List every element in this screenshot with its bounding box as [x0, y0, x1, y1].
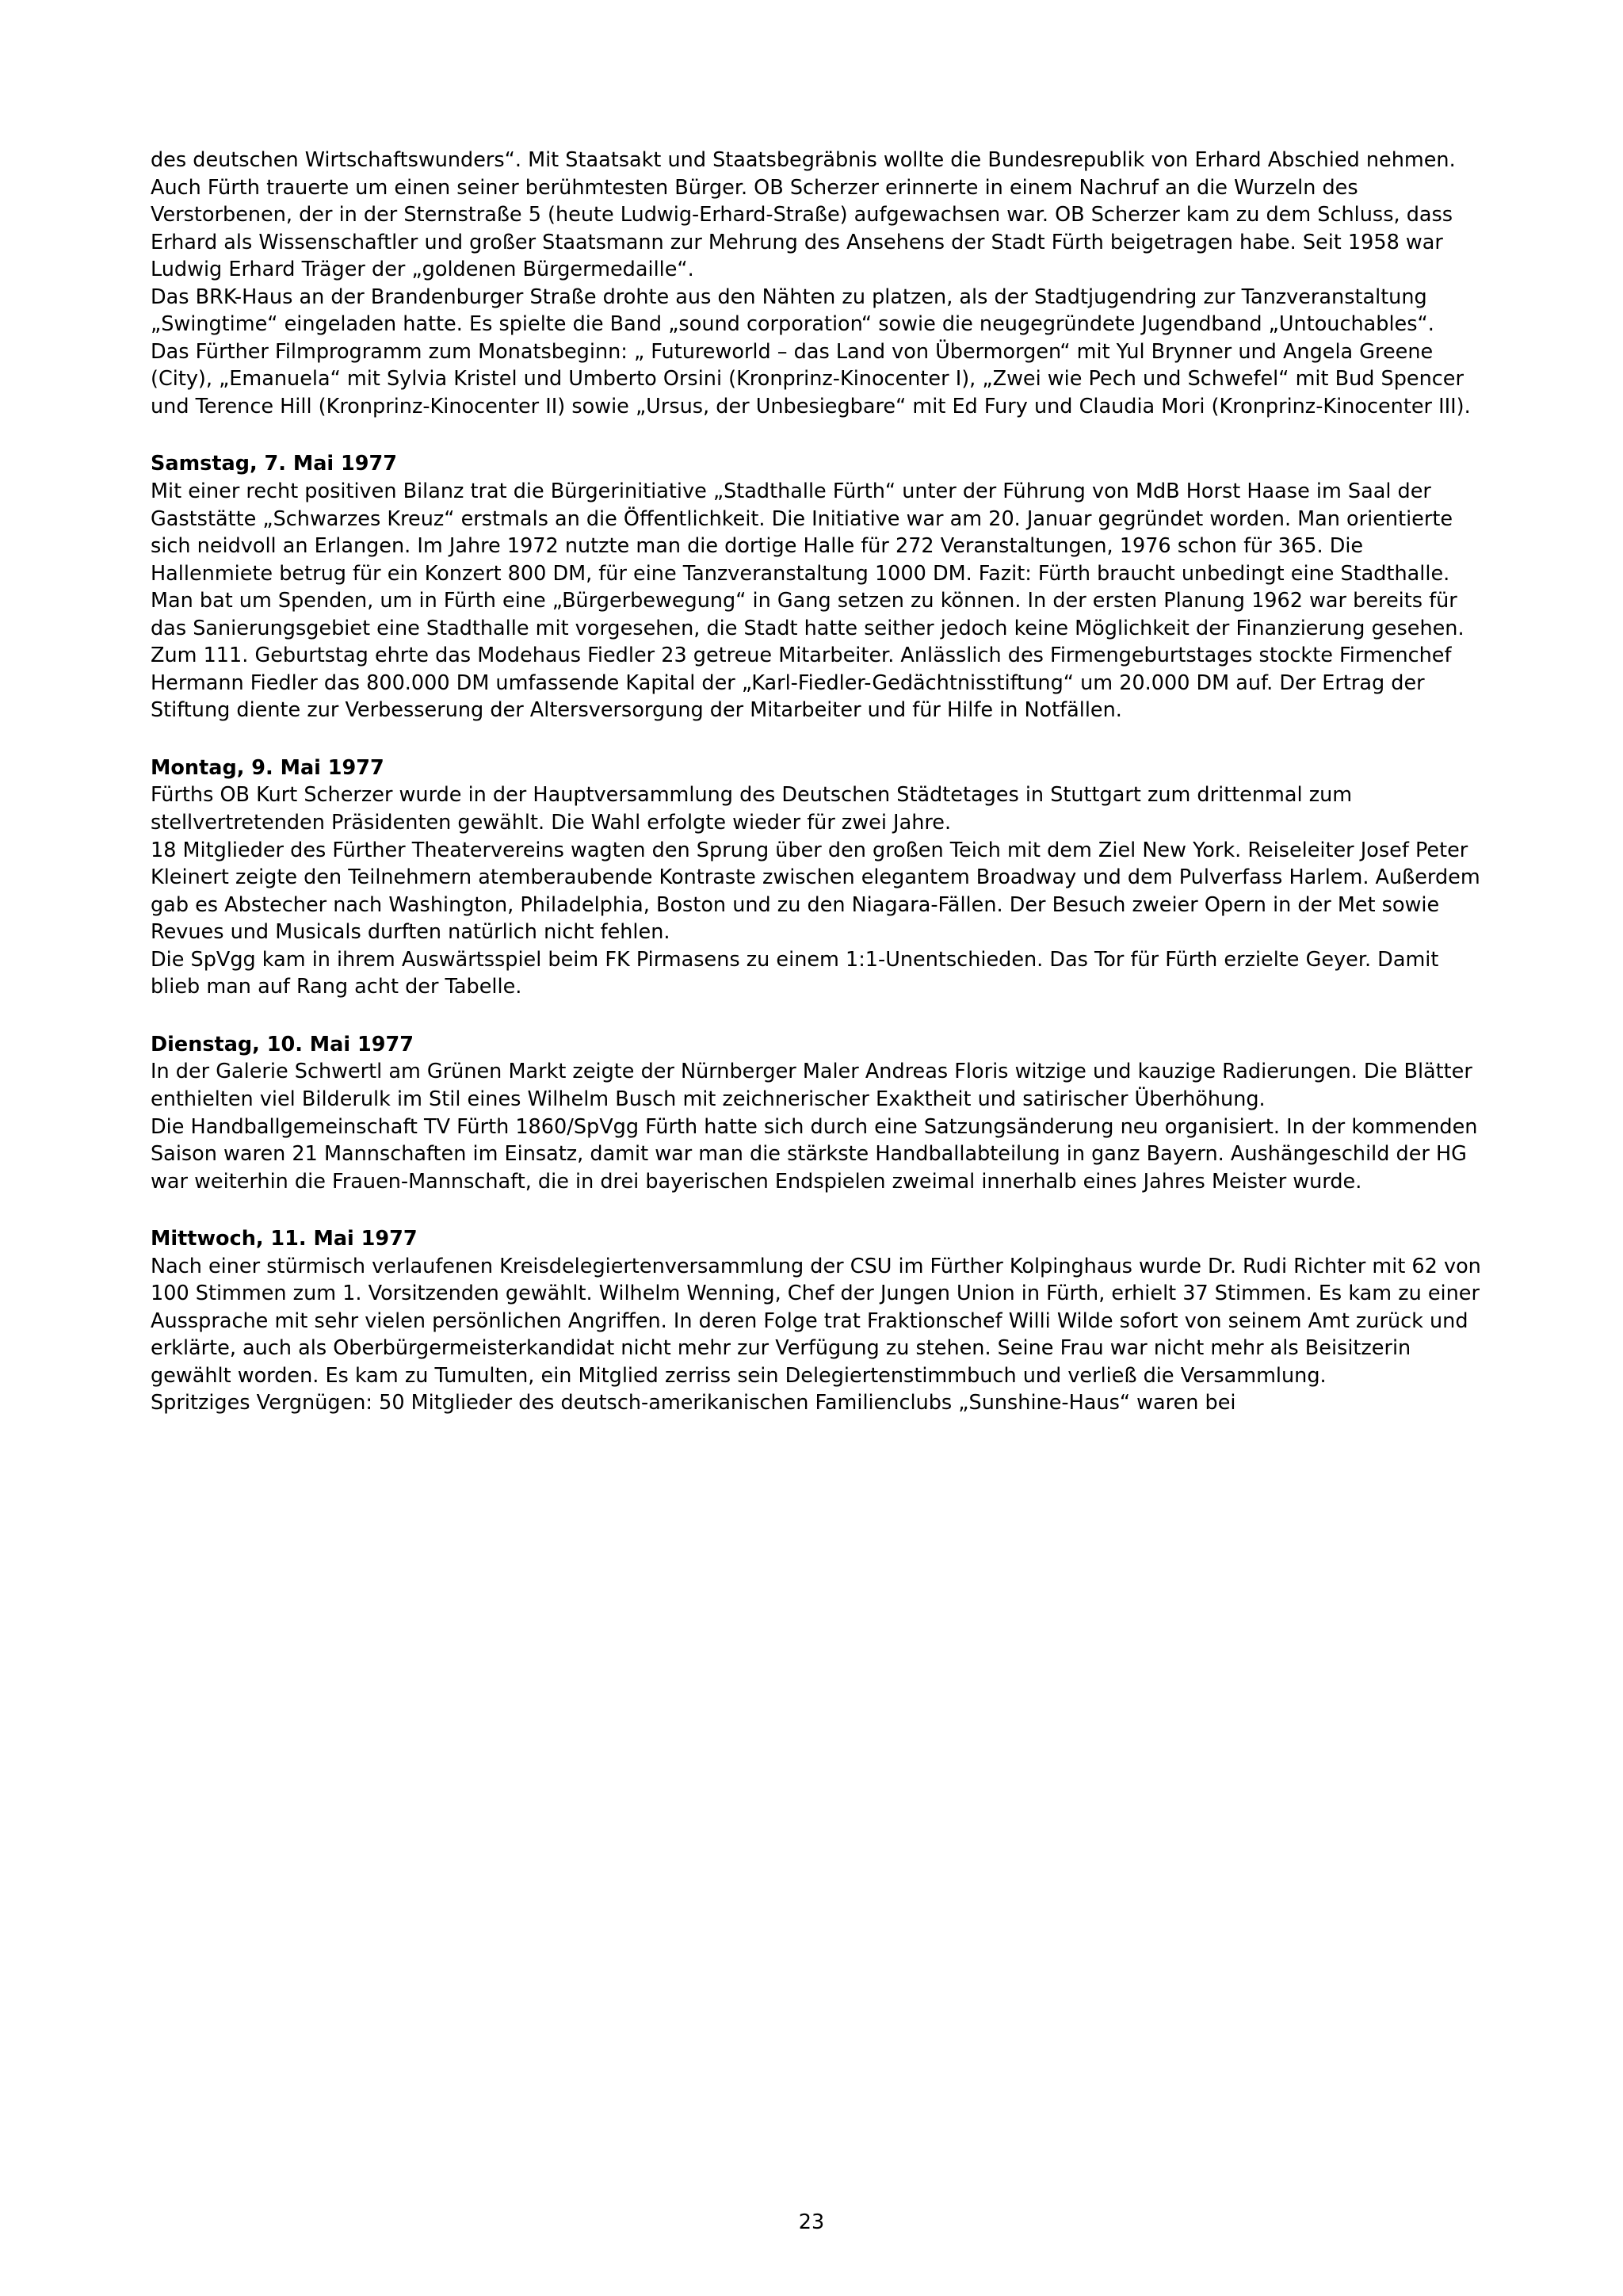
paragraph-spvgg-pirmasens: Die SpVgg kam in ihrem Auswärtsspiel beim FK Pirmasens zu einem 1:1-Unentschieden. Das Tor für Fürth erzielte Geyer. Damit blieb man auf Rang acht der Tabelle. — [151, 947, 1439, 999]
paragraph-brk-haus: Das BRK-Haus an der Brandenburger Straße drohte aus den Nähten zu platzen, als der Stadtjugendring zur Tanzveranstaltung „Swingtime“ eingeladen hatte. Es spielte die Band „sound corporation“ sowie die neugegründete Jugendband „Untouchables“. — [151, 285, 1434, 337]
paragraph-fuerth-trauerte: Auch Fürth trauerte um einen seiner berühmtesten Bürger. OB Scherzer erinnerte in einem Nachruf an die Wurzeln des Verstorbenen, der in der Sternstraße 5 (heute Ludwig-Erhard-Straße) aufgewachsen war. OB Scherzer kam zu dem Schluss, dass Erhard als Wissenschaftler und großer Staatsmann zur Mehrung des Ansehens der Stadt Fürth beigetragen habe. Seit 1958 war Ludwig Erhard Träger der „goldenen Bürgermedaille“. — [151, 175, 1453, 282]
heading-mittwoch-11-mai-1977: Mittwoch, 11. Mai 1977 — [151, 1227, 418, 1251]
heading-samstag-7-mai-1977: Samstag, 7. Mai 1977 — [151, 452, 398, 476]
page-number: 23 — [798, 2210, 825, 2234]
paragraph-galerie-schwertl: In der Galerie Schwertl am Grünen Markt zeigte der Nürnberger Maler Andreas Floris witzige und kauzige Radierungen. Die Blätter enthielten viel Bilderulk im Stil eines Wilhelm Busch mit zeichnerischer Exaktheit und satirischer Überhöhung. — [151, 1060, 1472, 1111]
paragraph-sunshine-haus: Spritziges Vergnügen: 50 Mitglieder des deutsch-amerikanischen Familienclubs „Sunshine-Haus“ waren bei — [151, 1391, 1236, 1415]
paragraph-filmprogramm: Das Fürther Filmprogramm zum Monatsbeginn: „ Futureworld – das Land von Übermorgen“ mit Yul Brynner und Angela Greene (City), „Emanuela“ mit Sylvia Kristel und Umberto Orsini (Kronprinz-Kinocenter I), „Zwei wie Pech und Schwefel“ mit Bud Spencer und Terence Hill (Kronprinz-Kinocenter II) sowie „Ursus, der Unbesiegbare“ mit Ed Fury und Claudia Mori (Kronprinz-Kinocenter III). — [151, 339, 1471, 418]
paragraph-buergerinitiative-stadthalle: Mit einer recht positiven Bilanz trat die Bürgerinitiative „Stadthalle Fürth“ unter der Führung von MdB Horst Haase im Saal der Gaststätte „Schwarzes Kreuz“ erstmals an die Öffentlichkeit. Die Initiative war am 20. Januar gegründet worden. Man orientierte sich neidvoll an Erlangen. Im Jahre 1972 nutzte man die dortige Halle für 272 Veranstaltungen, 1976 schon für 365. Die Hallenmiete betrug für ein Konzert 800 DM, für eine Tanzveranstaltung 1000 DM. Fazit: Fürth braucht unbedingt eine Stadthalle. Man bat um Spenden, um in Fürth eine „Bürgerbewegung“ in Gang setzen zu können. In der ersten Planung 1962 war bereits für das Sanierungsgebiet eine Stadthalle mit vorgesehen, die Stadt hatte seither jedoch keine Möglichkeit der Finanzierung gesehen. — [151, 479, 1465, 640]
document-body — [151, 147, 1484, 1417]
paragraph-handballgemeinschaft: Die Handballgemeinschaft TV Fürth 1860/SpVgg Fürth hatte sich durch eine Satzungsänderung neu organisiert. In der kommenden Saison waren 21 Mannschaften im Einsatz, damit war man die stärkste Handballabteilung in ganz Bayern. Aushängeschild der HG war weiterhin die Frauen-Mannschaft, die in drei bayerischen Endspielen zweimal innerhalb eines Jahres Meister wurde. — [151, 1114, 1478, 1194]
paragraph-modehaus-fiedler: Zum 111. Geburtstag ehrte das Modehaus Fiedler 23 getreue Mitarbeiter. Anlässlich des Firmengeburtstages stockte Firmenchef Hermann Fiedler das 800.000 DM umfassende Kapital der „Karl-Fiedler-Gedächtnisstiftung“ um 20.000 DM auf. Der Ertrag der Stiftung diente zur Verbesserung der Altersversorgung der Mitarbeiter und für Hilfe in Notfällen. — [151, 644, 1452, 723]
paragraph-csu-kreisdelegiertenversammlung: Nach einer stürmisch verlaufenen Kreisdelegiertenversammlung der CSU im Fürther Kolpinghaus wurde Dr. Rudi Richter mit 62 von 100 Stimmen zum 1. Vorsitzenden gewählt. Wilhelm Wenning, Chef der Jungen Union in Fürth, erhielt 37 Stimmen. Es kam zu einer Aussprache mit sehr vielen persönlichen Angriffen. In deren Folge trat Fraktionschef Willi Wilde sofort von seinem Amt zurück und erklärte, auch als Oberbürgermeisterkandidat nicht mehr zur Verfügung zu stehen. Seine Frau war nicht mehr als Beisitzerin gewählt worden. Es kam zu Tumulten, ein Mitglied zerriss sein Delegiertenstimmbuch und verließ die Versammlung. — [151, 1254, 1481, 1388]
paragraph-ob-scherzer-staedtetag: Fürths OB Kurt Scherzer wurde in der Hauptversammlung des Deutschen Städtetages in Stuttgart zum drittenmal zum stellvertretenden Präsidenten gewählt. Die Wahl erfolgte wieder für zwei Jahre. — [151, 783, 1353, 835]
paragraph-theaterverein-new-york: 18 Mitglieder des Fürther Theatervereins wagten den Sprung über den großen Teich mit dem Ziel New York. Reiseleiter Josef Peter Kleinert zeigte den Teilnehmern atemberaubende Kontraste zwischen elegantem Broadway und dem Pulverfass Harlem. Außerdem gab es Abstecher nach Washington, Philadelphia, Boston und zu den Niagara-Fällen. Der Besuch zweier Opern in der Met sowie Revues und Musicals durften natürlich nicht fehlen. — [151, 838, 1480, 945]
heading-montag-9-mai-1977: Montag, 9. Mai 1977 — [151, 755, 384, 780]
heading-dienstag-10-mai-1977: Dienstag, 10. Mai 1977 — [151, 1032, 414, 1056]
paragraph-wirtschaftswunder: des deutschen Wirtschaftswunders“. Mit Staatsakt und Staatsbegräbnis wollte die Bundesrepublik von Erhard Abschied nehmen. — [151, 148, 1456, 172]
